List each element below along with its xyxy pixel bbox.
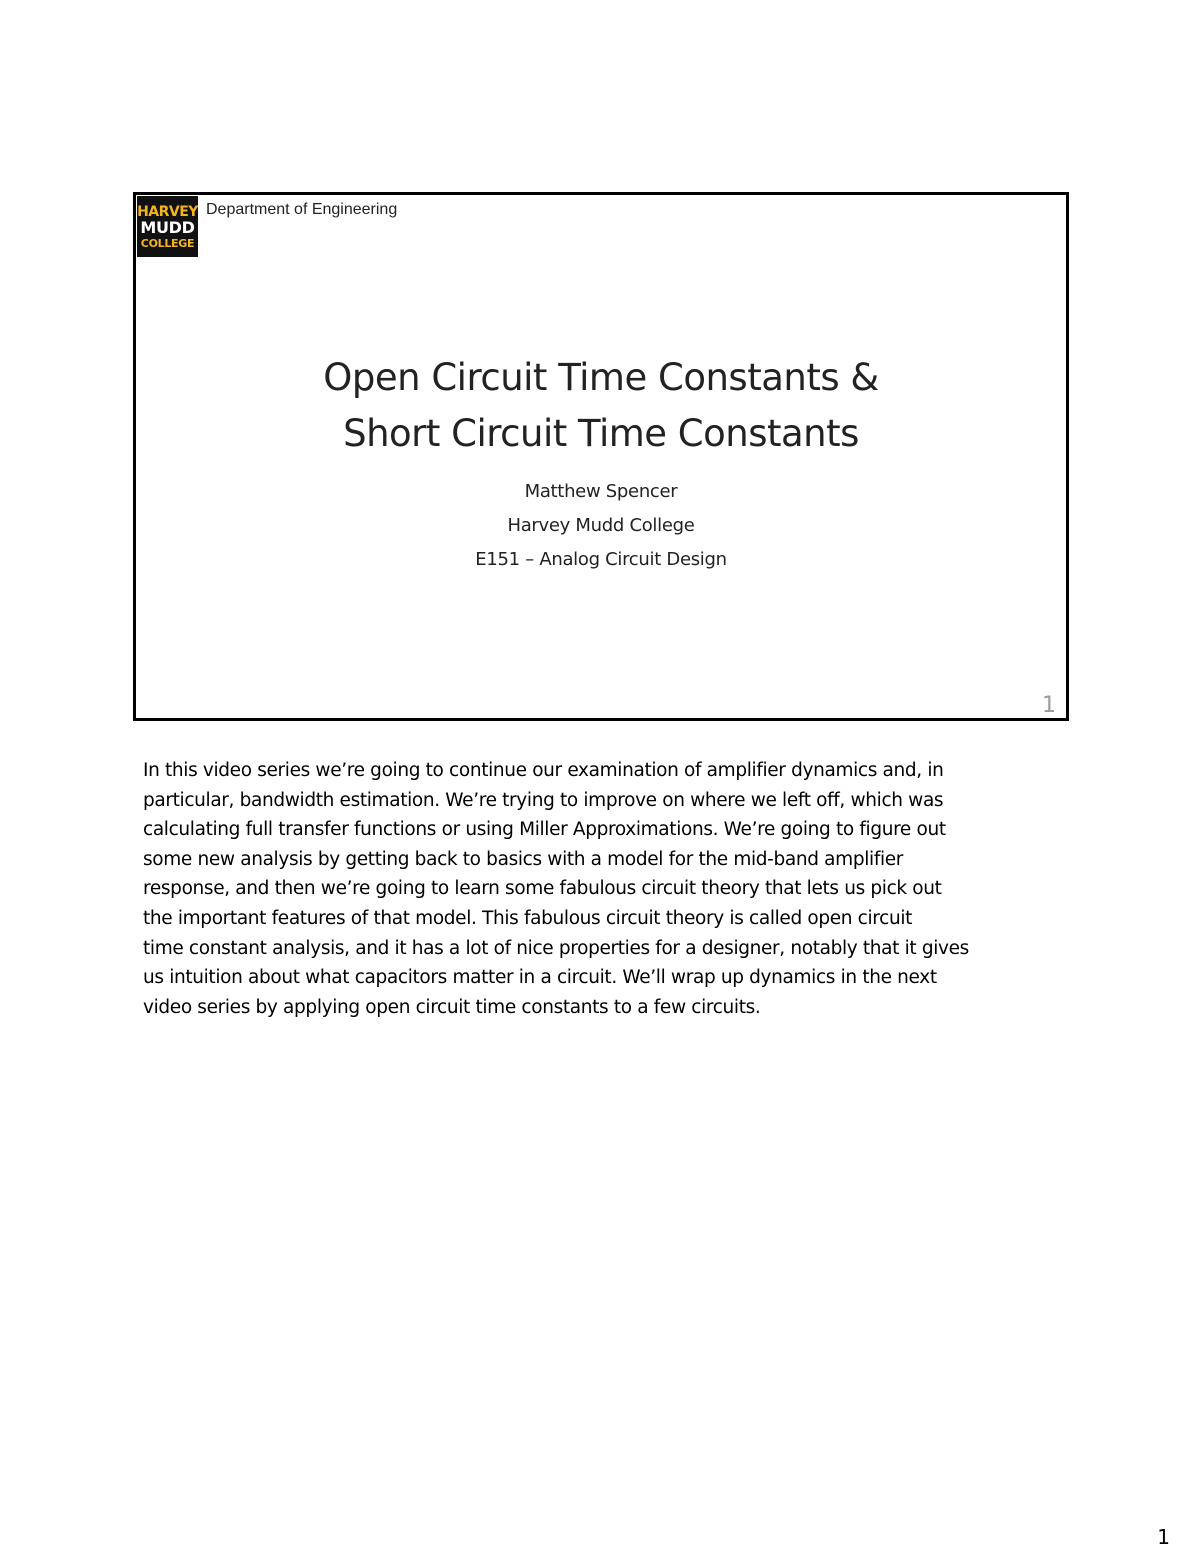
notes-line: us intuition about what capacitors matter in a circuit. We’ll wrap up dynamics in the next	[143, 967, 937, 989]
notes-line: time constant analysis, and it has a lot of nice properties for a designer, notably that it gives	[143, 937, 969, 959]
speaker-notes	[143, 756, 1073, 1022]
logo-line-2: MUDD	[140, 217, 195, 237]
slide-frame	[133, 192, 1069, 721]
page-number: 1	[1157, 1525, 1170, 1549]
notes-line: particular, bandwidth estimation. We’re trying to improve on where we left off, which was	[143, 789, 944, 811]
notes-line: some new analysis by getting back to basics with a model for the mid-band amplifier	[143, 848, 904, 870]
logo-line-1: HARVEY	[137, 203, 198, 220]
notes-line: the important features of that model. This fabulous circuit theory is called open circuit	[143, 907, 913, 929]
slide-title	[136, 350, 1066, 462]
notes-line: calculating full transfer functions or using Miller Approximations. We’re going to figure out	[143, 819, 946, 841]
course-name: E151 – Analog Circuit Design	[475, 549, 727, 570]
notes-line: video series by applying open circuit time constants to a few circuits.	[143, 996, 761, 1018]
slide-subtitle	[136, 475, 1066, 577]
department-label: Department of Engineering	[206, 201, 398, 218]
slide-number: 1	[1042, 693, 1056, 718]
notes-line: In this video series we’re going to continue our examination of amplifier dynamics and, in	[143, 760, 944, 781]
notes-line: response, and then we’re going to learn some fabulous circuit theory that lets us pick out	[143, 878, 942, 900]
college-logo	[137, 196, 198, 257]
title-line-2: Short Circuit Time Constants	[343, 412, 859, 455]
logo-line-3: COLLEGE	[140, 236, 195, 250]
author-name: Matthew Spencer	[524, 481, 678, 502]
title-line-1: Open Circuit Time Constants &	[323, 356, 879, 399]
institution-name: Harvey Mudd College	[507, 515, 695, 536]
